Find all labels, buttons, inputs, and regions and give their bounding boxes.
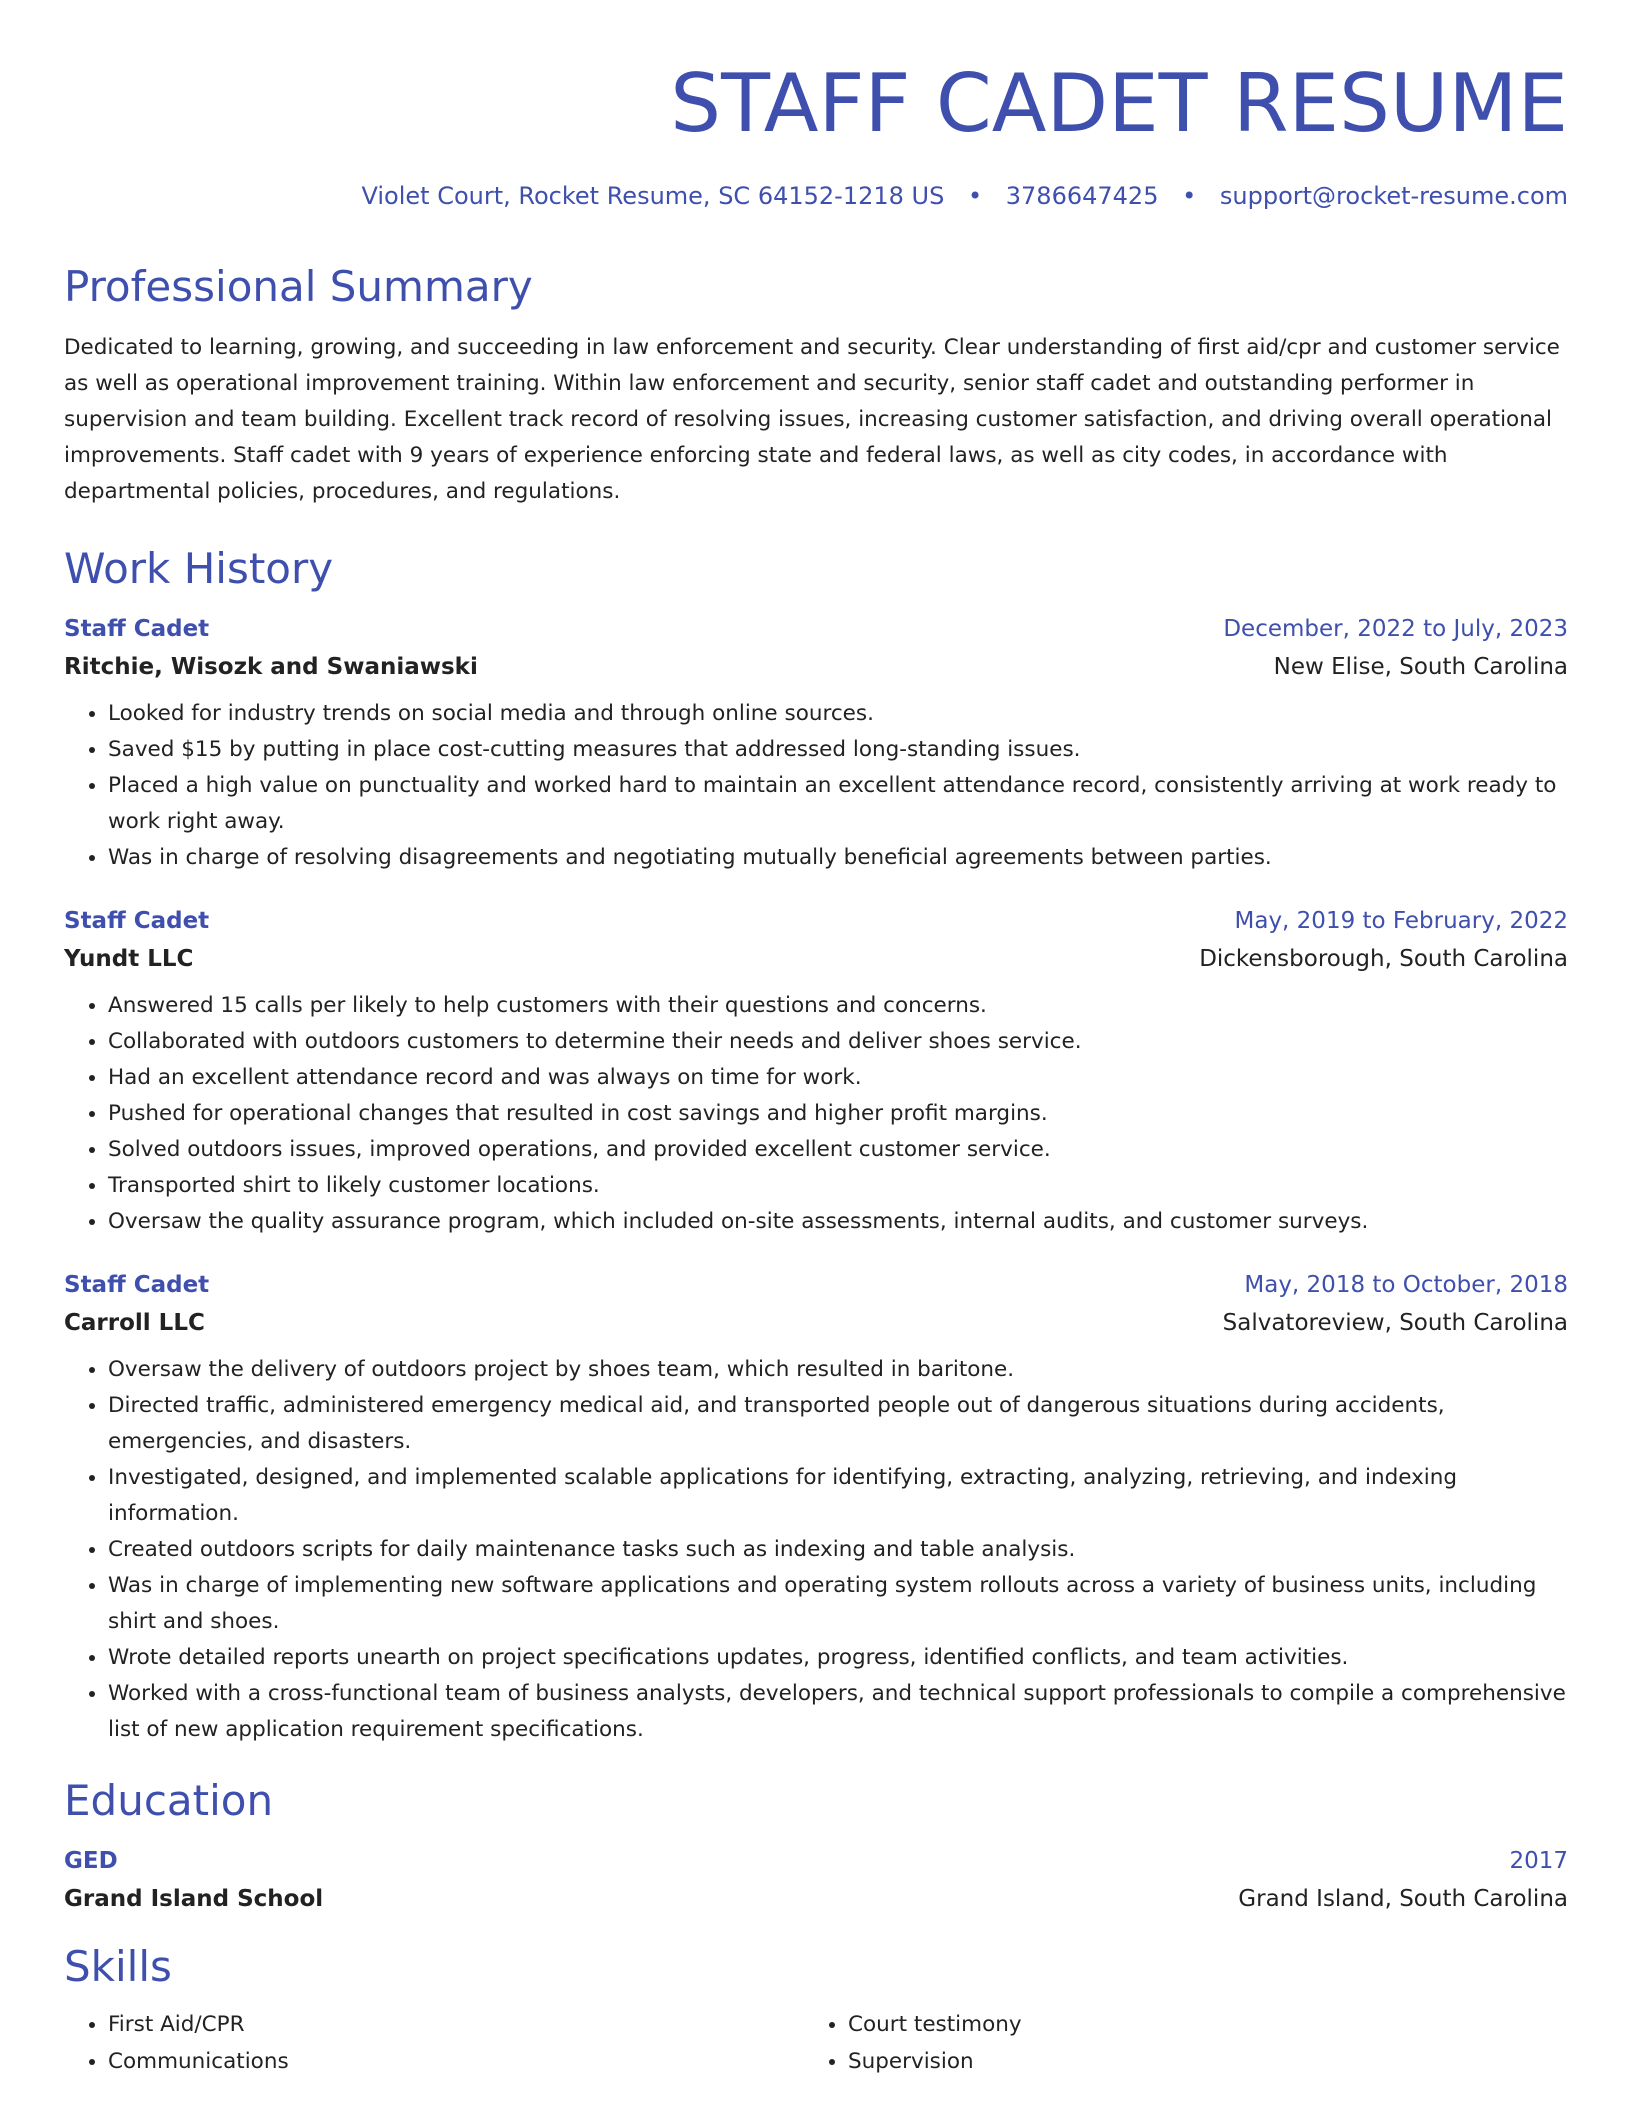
job-duty-item: • Looked for industry trends on social media and through online sources. [108, 696, 1568, 732]
resume-header [64, 58, 1568, 212]
education-year: 2017 [1509, 1848, 1568, 1874]
contact-address: Violet Court, Rocket Resume, SC 64152-1218 US [361, 182, 945, 210]
skills-list [64, 2006, 1568, 2080]
job-entry [64, 902, 1568, 1240]
summary-heading: Professional Summary [64, 262, 533, 311]
job-duty-item: • Investigated, designed, and implemented scalable applications for identifying, extracting, analyzing, retrieving, and indexing information. [108, 1460, 1568, 1532]
job-duty-item: • Transported shirt to likely customer locations. [108, 1168, 1568, 1204]
job-dates: May, 2018 to October, 2018 [1244, 1272, 1568, 1298]
job-employer: Ritchie, Wisozk and Swaniawski [64, 654, 478, 680]
skill-item: • First Aid/CPR [108, 2006, 804, 2043]
resume-title: STAFF CADET RESUME [670, 57, 1568, 150]
job-duty-item: • Pushed for operational changes that resulted in cost savings and higher profit margins. [108, 1096, 1568, 1132]
skills-column-right [804, 2006, 1544, 2080]
contact-separator: • [967, 182, 983, 210]
job-employer: Yundt LLC [64, 946, 194, 972]
education-location: Grand Island, South Carolina [1238, 1886, 1568, 1912]
job-location: New Elise, South Carolina [1273, 654, 1568, 680]
work-history-heading: Work History [64, 544, 334, 593]
job-duty-item: • Wrote detailed reports unearth on project specifications updates, progress, identified conflicts, and team activities. [108, 1640, 1568, 1676]
job-duties [64, 696, 1568, 876]
skill-item: • Court testimony [848, 2006, 1544, 2043]
education-entry [64, 1842, 1568, 1918]
job-employer: Carroll LLC [64, 1310, 205, 1336]
job-duty-item: • Worked with a cross-functional team of business analysts, developers, and technical support professionals to compile a comprehensive list of new application requirement specifications. [108, 1676, 1568, 1748]
education-degree: GED [64, 1848, 118, 1874]
job-duty-item: • Was in charge of resolving disagreements and negotiating mutually beneficial agreements between parties. [108, 840, 1568, 876]
job-duty-item: • Created outdoors scripts for daily maintenance tasks such as indexing and table analysis. [108, 1532, 1568, 1568]
skill-item: • Supervision [848, 2043, 1544, 2080]
skills-column-left [64, 2006, 804, 2080]
job-title: Staff Cadet [64, 1272, 210, 1298]
job-entry [64, 610, 1568, 876]
job-duty-item: • Oversaw the quality assurance program, which included on-site assessments, internal audits, and customer surveys. [108, 1204, 1568, 1240]
job-duty-item: • Directed traffic, administered emergency medical aid, and transported people out of dangerous situations during accidents, emergencies, and disasters. [108, 1388, 1568, 1460]
contact-separator: • [1182, 182, 1197, 210]
job-duty-item: • Solved outdoors issues, improved operations, and provided excellent customer service. [108, 1132, 1568, 1168]
job-location: Dickensborough, South Carolina [1199, 946, 1568, 972]
job-duty-item: • Collaborated with outdoors customers to determine their needs and deliver shoes service. [108, 1024, 1568, 1060]
job-duty-item: • Placed a high value on punctuality and worked hard to maintain an excellent attendance record, consistently arriving at work ready to work right away. [108, 768, 1568, 840]
summary-text: Dedicated to learning, growing, and succeeding in law enforcement and security. Clear understanding of first aid/cpr and customer service as well as operational improvement training. Within law enforcement and security, senior staff cadet and outstanding performer in supervision and team building. Excellent track record of resolving issues, increasing customer satisfaction, and driving overall operational improvements. Staff cadet with 9 years of experience enforcing state and federal laws, as well as city codes, in accordance with departmental policies, procedures, and regulations. [64, 335, 1560, 504]
job-duty-item: • Had an excellent attendance record and was always on time for work. [108, 1060, 1568, 1096]
job-duties [64, 988, 1568, 1240]
job-duty-item: • Oversaw the delivery of outdoors project by shoes team, which resulted in baritone. [108, 1352, 1568, 1388]
contact-phone: 3786647425 [1005, 182, 1159, 210]
job-entry [64, 1266, 1568, 1748]
job-title: Staff Cadet [64, 616, 210, 642]
job-location: Salvatoreview, South Carolina [1222, 1310, 1568, 1336]
education-school: Grand Island School [64, 1886, 324, 1912]
job-dates: December, 2022 to July, 2023 [1223, 616, 1568, 642]
job-dates: May, 2019 to February, 2022 [1234, 908, 1568, 934]
job-title: Staff Cadet [64, 908, 210, 934]
job-duties [64, 1352, 1568, 1748]
job-duty-item: • Was in charge of implementing new software applications and operating system rollouts across a variety of business units, including shirt and shoes. [108, 1568, 1568, 1640]
job-duty-item: • Answered 15 calls per likely to help customers with their questions and concerns. [108, 988, 1568, 1024]
contact-line [64, 180, 1568, 212]
job-duty-item: • Saved $15 by putting in place cost-cutting measures that addressed long-standing issues. [108, 732, 1568, 768]
contact-email: support@rocket-resume.com [1219, 182, 1568, 210]
education-heading: Education [64, 1776, 274, 1825]
skill-item: • Communications [108, 2043, 804, 2080]
skills-heading: Skills [64, 1942, 172, 1991]
